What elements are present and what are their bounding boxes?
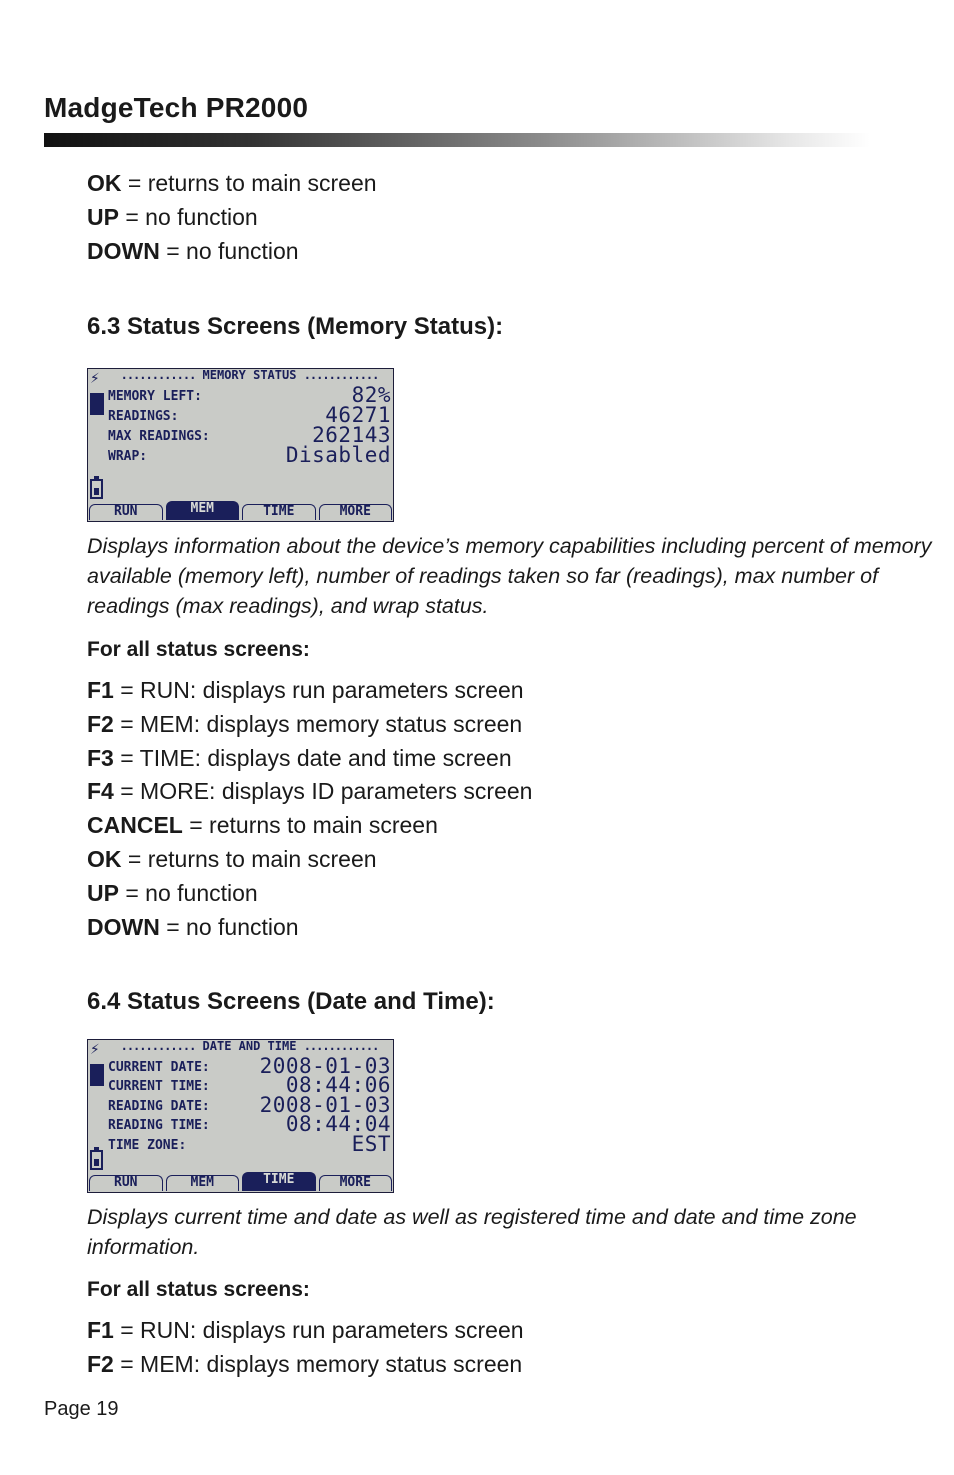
- lcd-tab-bar: [88, 1172, 393, 1192]
- key-name: F1: [87, 677, 114, 703]
- power-plug-icon: ⚡: [90, 1039, 100, 1058]
- lcd-tab-run: RUN: [89, 504, 163, 520]
- lcd-title: [108, 369, 391, 383]
- lcd-value: 08:44:04: [285, 1112, 391, 1136]
- battery-icon: [90, 479, 103, 499]
- key-line-down: [87, 236, 377, 270]
- lcd-date-time-screen: [87, 1039, 394, 1193]
- key-line-cancel: [87, 810, 532, 844]
- page-number: Page 19: [44, 1398, 119, 1420]
- key-description: = returns to main screen: [121, 170, 377, 196]
- key-description: = MEM: displays memory status screen: [113, 710, 523, 737]
- lock-block-icon: [90, 393, 104, 415]
- lcd-title-dots-right: ............: [303, 1040, 379, 1053]
- lcd-label: READING DATE:: [108, 1099, 210, 1114]
- lcd-row-current-time: [108, 1075, 391, 1095]
- lcd-label: WRAP:: [108, 449, 148, 464]
- lcd-tab-more: MORE: [319, 504, 393, 520]
- lcd-value: 2008-01-03: [259, 1093, 391, 1117]
- lcd-row-readings: [108, 405, 391, 425]
- key-name: OK: [87, 170, 122, 196]
- lcd-value: 08:44:06: [285, 1073, 391, 1097]
- lcd-label: CURRENT DATE:: [108, 1060, 210, 1075]
- key-line-down: [87, 912, 532, 946]
- key-line-up: [87, 878, 532, 912]
- battery-icon: [90, 1150, 103, 1170]
- memory-status-caption: Displays information about the device’s memory capabilities including percent of memory available (memory left), number of readings taken so far (readings), max number of readings (max readings), and wrap status.: [87, 534, 932, 618]
- subheading-all-status-screens: For all status screens:: [87, 1278, 310, 1301]
- lcd-tab-more: MORE: [319, 1175, 393, 1191]
- key-name: UP: [87, 203, 119, 230]
- lcd-tab-time: TIME: [242, 1172, 316, 1191]
- lcd-row-wrap: [108, 445, 391, 465]
- key-description: = MEM: displays memory status screen: [113, 1350, 523, 1377]
- lcd-value: 82%: [351, 383, 391, 407]
- key-description: = RUN: displays run parameters screen: [113, 677, 524, 703]
- key-name: DOWN: [87, 237, 160, 264]
- key-name: F2: [87, 1350, 114, 1377]
- lcd-label: MEMORY LEFT:: [108, 389, 202, 404]
- lcd-title-dots-left: ............: [120, 1040, 196, 1053]
- key-description: = MORE: displays ID parameters screen: [113, 778, 533, 805]
- key-description: = returns to main screen: [182, 812, 438, 839]
- lcd-value: 46271: [325, 403, 391, 427]
- key-description: = no function: [159, 237, 299, 264]
- key-description: = no function: [118, 879, 258, 906]
- lcd-label: READINGS:: [108, 409, 179, 424]
- key-name: UP: [87, 879, 119, 906]
- key-description: = TIME: displays date and time screen: [113, 744, 512, 771]
- section-heading-memory-status: 6.3 Status Screens (Memory Status):: [87, 313, 504, 340]
- lcd-row-time-zone: [108, 1134, 391, 1154]
- key-name: F3: [87, 744, 114, 771]
- header-gradient-rule: [44, 133, 870, 147]
- lcd-title-text: DATE AND TIME: [202, 1040, 297, 1053]
- date-time-key-list: [87, 1315, 524, 1383]
- key-name: CANCEL: [87, 812, 183, 839]
- date-time-caption: Displays current time and date as well as registered time and date and time zone information.: [87, 1205, 857, 1259]
- top-key-list: [87, 168, 377, 269]
- key-line-f2: [87, 1349, 524, 1383]
- lcd-tab-mem: MEM: [166, 1175, 240, 1191]
- key-line-f2: [87, 709, 532, 743]
- key-name: F2: [87, 710, 114, 737]
- key-name: F4: [87, 778, 114, 805]
- status-key-list: [87, 675, 532, 945]
- lcd-label: CURRENT TIME:: [108, 1079, 210, 1094]
- key-description: = RUN: displays run parameters screen: [113, 1317, 524, 1343]
- key-line-f3: [87, 743, 532, 777]
- lcd-title-dots-left: ............: [120, 369, 196, 382]
- lcd-tab-bar: [88, 501, 393, 521]
- lcd-label: READING TIME:: [108, 1118, 210, 1133]
- lcd-row-max-readings: [108, 425, 391, 445]
- lock-block-icon: [90, 1064, 104, 1086]
- lcd-label: TIME ZONE:: [108, 1138, 187, 1153]
- lcd-row-reading-time: [108, 1114, 391, 1134]
- key-name: OK: [87, 845, 122, 872]
- key-line-f1: [87, 675, 532, 709]
- key-line-f1: [87, 1315, 524, 1349]
- subheading-all-status-screens: For all status screens:: [87, 638, 310, 661]
- key-line-ok: [87, 844, 532, 878]
- lcd-value: 2008-01-03: [259, 1054, 391, 1078]
- key-line-up: [87, 202, 377, 236]
- lcd-value: EST: [351, 1132, 391, 1156]
- key-description: = returns to main screen: [121, 845, 377, 872]
- lcd-tab-mem: MEM: [166, 501, 240, 520]
- lcd-title-dots-right: ............: [303, 369, 379, 382]
- key-description: = no function: [118, 203, 258, 230]
- lcd-value: Disabled: [285, 443, 391, 467]
- key-description: = no function: [159, 913, 299, 940]
- section-heading-date-and-time: 6.4 Status Screens (Date and Time):: [87, 988, 495, 1015]
- document-header-title: MadgeTech PR2000: [44, 92, 309, 123]
- key-line-f4: [87, 776, 532, 810]
- power-plug-icon: ⚡: [90, 368, 100, 387]
- lcd-row-memory-left: [108, 385, 391, 405]
- lcd-tab-time: TIME: [242, 504, 316, 520]
- key-name: F1: [87, 1317, 114, 1343]
- lcd-value: 262143: [312, 423, 391, 447]
- lcd-title-text: MEMORY STATUS: [202, 369, 297, 382]
- lcd-title: [108, 1040, 391, 1054]
- key-line-ok: [87, 168, 377, 202]
- lcd-label: MAX READINGS:: [108, 429, 210, 444]
- lcd-tab-run: RUN: [89, 1175, 163, 1191]
- key-name: DOWN: [87, 913, 160, 940]
- lcd-memory-status-screen: [87, 368, 394, 522]
